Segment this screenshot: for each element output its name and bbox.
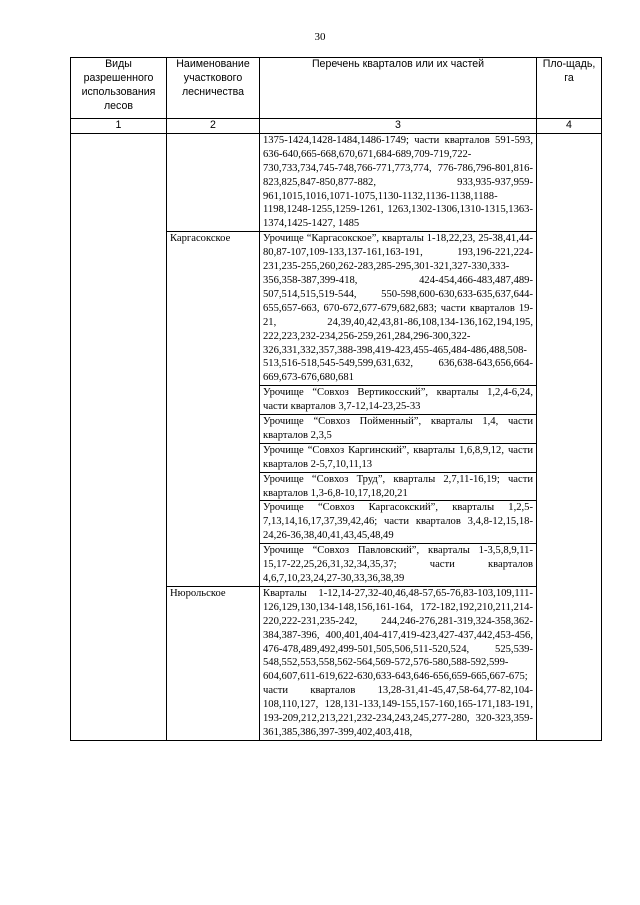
quarters-cell (260, 501, 537, 544)
quarters-cell (260, 586, 537, 740)
quarters-cell (260, 443, 537, 472)
quarters-text: Урочище “Совхоз Каргасокский”, кварталы 1,2,5-7,13,14,16,17,37,39,42,46; части кварталов 3,4,8-12,15,18-24,26-36,38,40,41,43,45,48,49 (263, 502, 533, 542)
quarters-text: Урочище “Каргасокское”, кварталы 1-18,22,23, 25-38,41,44-80,87-107,109-133,137-161,163-191, 193,196-221,224-231,235-255,260,262-283,285-295,301-321,327-330,333-356,358-387,399-418, 424-454,466-483,487,489-507,514,515,519-544, 550-598,600-630,633-635,637,644-655,657-663, 670-672,677-679,682,683; части кварталов 19-21, 24,39,40,42,43,81-86,108,134-136,162,194,195, 222,223,232-234,256-259,261,284,296-300,322-326,331,332,357,388-398,419-423,455-465,484-486,488,508-513,516-518,545-549,599,631,632, 636,638-643,656,664-669,673-676,680,681 (263, 233, 533, 384)
quarters-text: Урочище “Совхоз Вертикосский”, кварталы 1,2,4-6,24, части кварталов 3,7-12,14-23,25-33 (263, 387, 533, 413)
forest-use-table (70, 57, 602, 741)
quarters-text: 1375-1424,1428-1484,1486-1749; части кварталов 591-593, 636-640,665-668,670,671,684-689,709-719,722-730,733,734,745-748,766-771,773,774, 776-786,796-801,816-823,825,847-850,877-882, 933,935-937,959-961,1015,1016,1071-1075,1130-1132,1136-1138,1188-1198,1248-1255,1259-1261, 1263,1302-1306,1310-1315,1363-1374,1425-1427, 1485 (263, 134, 533, 230)
table-header-row (71, 58, 602, 119)
column-number-row (71, 119, 602, 134)
page-number: 30 (314, 31, 326, 43)
forestry-cell (167, 133, 260, 231)
use-type-cell (71, 133, 167, 740)
quarters-cell (260, 386, 537, 415)
quarters-text: Урочище “Совхоз Каргинский”, кварталы 1,6,8,9,12, части кварталов 2-5,7,10,11,13 (263, 444, 533, 470)
column-number: 2 (167, 119, 260, 134)
header-use-types: Виды разрешенного использования лесов (71, 58, 167, 119)
header-quarters-list: Перечень кварталов или их частей (260, 58, 537, 119)
table-row (71, 133, 602, 231)
quarters-cell (260, 544, 537, 587)
quarters-text: Урочище “Совхоз Пойменный”, кварталы 1,4, части кварталов 2,3,5 (263, 416, 533, 441)
quarters-cell (260, 472, 537, 501)
column-number: 1 (71, 119, 167, 134)
quarters-text: Урочище “Совхоз Павловский”, кварталы 1-3,5,8,9,11-15,17-22,25,26,31,32,34,35,37; части кварталов 4,6,7,10,23,24,27-30,33,36,38,39 (263, 545, 533, 584)
header-forestry-name: Наименование участкового лесничества (167, 58, 260, 119)
area-cell (537, 133, 602, 740)
quarters-cell (260, 232, 537, 386)
column-number: 3 (260, 119, 537, 134)
quarters-cell (260, 133, 537, 231)
column-number: 4 (537, 119, 602, 134)
quarters-cell (260, 415, 537, 444)
header-area: Пло-щадь, га (537, 58, 602, 119)
quarters-text: Урочище “Совхоз Труд”, кварталы 2,7,11-16,19; части кварталов 1,3-6,8-10,17,18,20,21 (263, 473, 533, 499)
forestry-name-cell: Каргасокское (167, 232, 260, 587)
forestry-name-cell: Нюрольское (167, 586, 260, 740)
quarters-text: Кварталы 1-12,14-27,32-40,46,48-57,65-76,83-103,109,111-126,129,130,134-148,156,161-164, 172-182,192,210,211,214-220,222-231,235-242, 244,246-276,281-319,324-358,362-384,387-396, 400,401,404-417,419-423,427-437,442,453-456, 476-478,489,492,499-501,505,506,511-520,524, 525,539-548,552,553,558,562-564,569-572,576-580,588-592,599-604,607,611-619,622-630,633-643,646-656,659-665,667-675; части кварталов 13,28-31,41-45,47,58-64,77-82,104-108,110,127, 128,131-133,149-155,157-160,165-171,183-191, 193-209,212,213,221,232-234,243,245,277-280, 320-323,359-361,385,386,397-399,402,403,418, (263, 587, 533, 738)
